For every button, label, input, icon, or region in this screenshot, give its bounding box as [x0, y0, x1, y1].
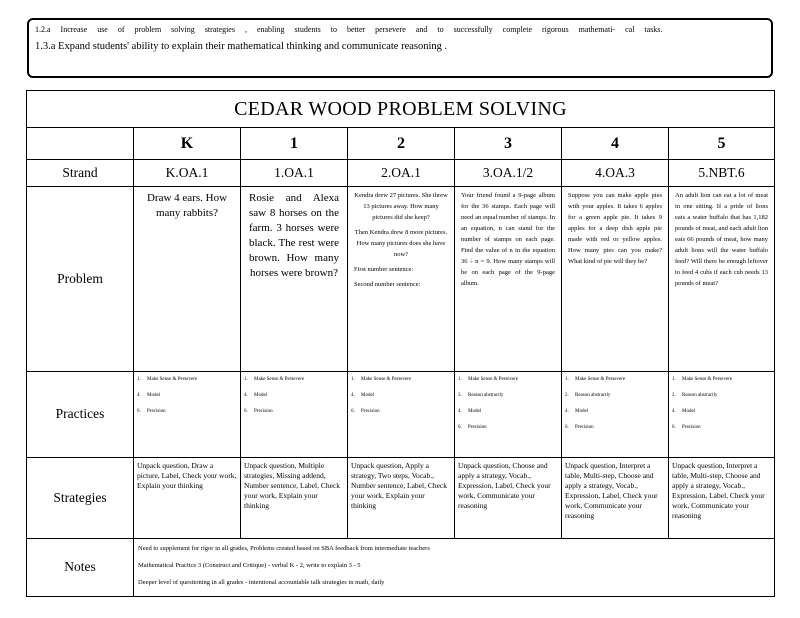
- practices-3: [455, 371, 562, 458]
- strategies-2: Unpack question, Apply a strategy, Two steps, Vocab., Number sentence, Label, Check your work, Explain your thinking: [348, 458, 455, 538]
- grade-header-3: 3: [455, 128, 562, 160]
- practice-item: 6. Precision: [137, 408, 166, 414]
- practice-item: 1. Make Sense & Persevere: [565, 376, 626, 382]
- practice-item: 1. Make Sense & Persevere: [672, 376, 733, 382]
- grade-header-5: 5: [669, 128, 775, 160]
- strategies-1: Unpack question, Multiple strategies, Missing addend, Number sentence, Label, Check your work, Explain your thinking: [241, 458, 348, 538]
- notes-line-3: Deeper level of questioning in all grades - intentional accountable talk strategies in math, daily: [138, 578, 385, 586]
- row-label-strand: Strand: [27, 160, 134, 186]
- problem-2-part-1: Kendra drew 27 pictures. She threw 13 pictures away. How many pictures did she keep?: [354, 191, 448, 221]
- strategies-3: Unpack question, Choose and apply a strategy, Vocab., Expression, Label, Check your work, Communicate your reasoning: [455, 458, 562, 538]
- notes-line-2: Mathematical Practice 3 (Construct and Critique) - verbal K - 2, write to explain 3 - 5: [138, 561, 361, 569]
- practice-item: 4. Model: [565, 408, 589, 414]
- practice-item: 6. Precision: [672, 424, 701, 430]
- grade-header-2: 2: [348, 128, 455, 160]
- practices-k: [134, 371, 241, 458]
- practices-5: [669, 371, 775, 458]
- problem-2-part-2: Then Kendra drew 8 more pictures. How many pictures does she have now?: [354, 228, 448, 258]
- problem-2: [348, 186, 455, 371]
- problem-1: Rosie and Alexa saw 8 horses on the farm. 3 horses were black. The rest were brown. How many horses were brown?: [241, 186, 348, 371]
- row-label-problem: Problem: [27, 186, 134, 371]
- problem-2-second-sentence: Second number sentence:: [354, 280, 421, 288]
- practice-item: 1. Make Sense & Persevere: [458, 376, 519, 382]
- standard-1-3a: 1.3.a Expand students' ability to explain their mathematical thinking and communicate reasoning .: [35, 41, 448, 52]
- strand-2: 2.OA.1: [348, 160, 455, 186]
- strand-k: K.OA.1: [134, 160, 241, 186]
- strategies-k: Unpack question, Draw a picture, Label, Check your work, Explain your thinking: [134, 458, 241, 538]
- practice-item: 1. Make Sense & Persevere: [244, 376, 305, 382]
- practice-item: 4. Model: [244, 392, 268, 398]
- grade-header-k: K: [134, 128, 241, 160]
- strand-4: 4.OA.3: [562, 160, 669, 186]
- table-title: CEDAR WOOD PROBLEM SOLVING: [27, 91, 775, 128]
- row-label-strategies: Strategies: [27, 458, 134, 538]
- practice-item: 4. Model: [458, 408, 482, 414]
- problem-5: An adult lion can eat a lot of meat in one sitting. If a pride of lions eats a water buffalo that has 1,182 pounds of meat, and each adult lion eats 66 pounds of meat, how many adult lions will the water buffalo feed? Will there be enough leftover to feed 4 cubs if each cub needs 13 pounds of meat?: [669, 186, 775, 371]
- notes-cell: [134, 538, 775, 596]
- standards-box: [27, 18, 773, 78]
- practice-item: 6. Precision: [244, 408, 273, 414]
- practice-item: 1. Make Sense & Persevere: [137, 376, 198, 382]
- practice-item: 4. Model: [672, 408, 696, 414]
- standard-1-2a: 1.2.a Increase use of problem solving strategies , enabling students to better persevere and to successfully complete rigorous mathemati- cal tasks.: [35, 25, 663, 34]
- problem-4: Suppose you can make apple pies with your apples. It takes 6 apples for a green apple pie. It takes 9 apples for a deep dish apple pie made with red or yellow apples. How many pies can you make? What kind of pie will they be?: [562, 186, 669, 371]
- problem-3: Your friend found a 9-page album for the 36 stamps. Each page will need an equal number of stamps. In an equation, n can stand for the number of stamps on each page. Find the value of n in the equation 36 ÷ n = 9. How many stamps will be on each page of the 9-page album.: [455, 186, 562, 371]
- problem-2-first-sentence: First number sentence:: [354, 265, 414, 273]
- notes-line-1: Need to supplement for rigor in all grades, Problems created based on SBA feedback from intermediate teachers: [138, 544, 430, 552]
- corner-cell: [27, 128, 134, 160]
- practice-item: 4. Model: [351, 392, 375, 398]
- strategies-4: Unpack question, Interpret a table, Multi-step, Choose and apply a strategy, Vocab., Expression, Label, Check your work, Communicate your reasoning: [562, 458, 669, 538]
- grade-header-1: 1: [241, 128, 348, 160]
- row-label-notes: Notes: [27, 538, 134, 596]
- practice-item: 2. Reason abstractly: [458, 392, 504, 398]
- practice-item: 1. Make Sense & Persevere: [351, 376, 412, 382]
- practice-item: 2. Reason abstractly: [565, 392, 611, 398]
- strategies-5: Unpack question, Interpret a table, Multi-step, Choose and apply a strategy, Vocab., Expression, Label, Check your work, Communicate your reasoning: [669, 458, 775, 538]
- strand-1: 1.OA.1: [241, 160, 348, 186]
- practice-item: 6. Precision: [565, 424, 594, 430]
- row-label-practices: Practices: [27, 371, 134, 458]
- strand-5: 5.NBT.6: [669, 160, 775, 186]
- practices-2: [348, 371, 455, 458]
- practice-item: 2. Reason abstractly: [672, 392, 718, 398]
- practice-item: 4. Model: [137, 392, 161, 398]
- problem-k: Draw 4 ears. How many rabbits?: [134, 186, 241, 371]
- practice-item: 6. Precision: [351, 408, 380, 414]
- grade-header-4: 4: [562, 128, 669, 160]
- practices-4: [562, 371, 669, 458]
- strand-3: 3.OA.1/2: [455, 160, 562, 186]
- practices-1: [241, 371, 348, 458]
- practice-item: 6. Precision: [458, 424, 487, 430]
- problem-solving-table: [26, 90, 775, 597]
